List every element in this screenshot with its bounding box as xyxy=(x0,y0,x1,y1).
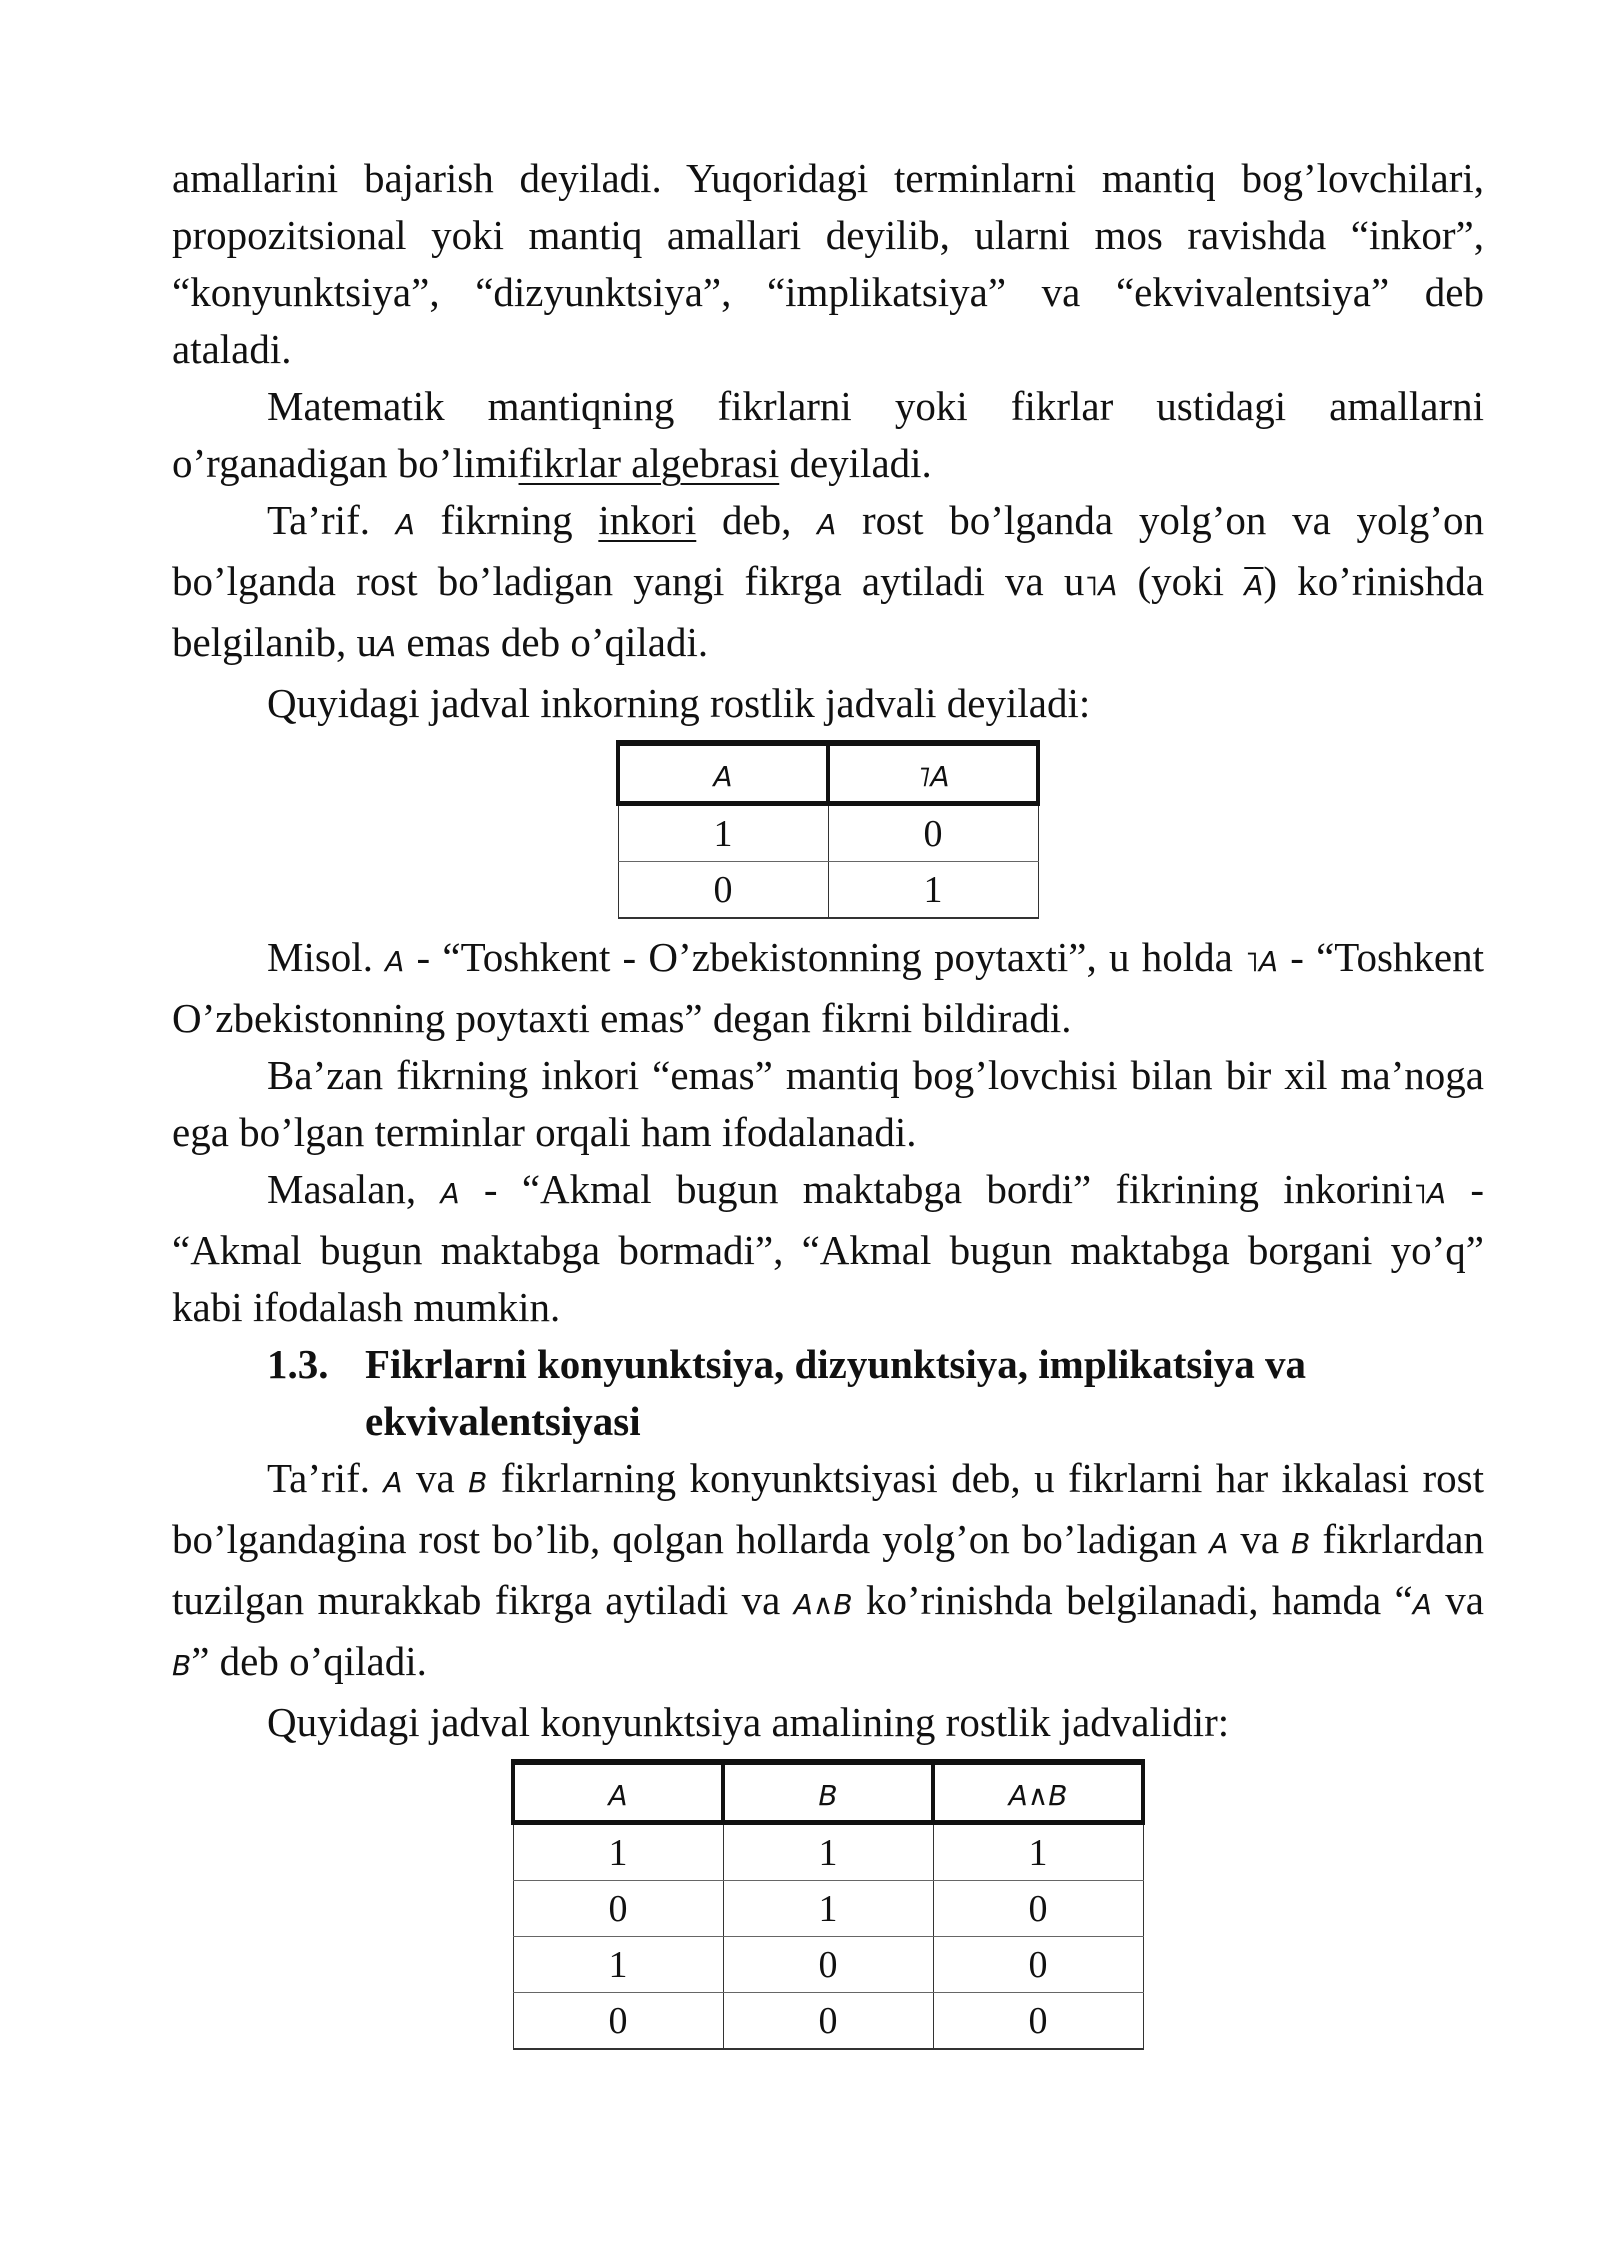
header-not-a: ˥A xyxy=(916,759,950,793)
paragraph-4: Quyidagi jadval inkorning rostlik jadvali deyiladi: xyxy=(267,680,1091,726)
p7-text: - “Akmal bugun maktabga bormadi”, “Akmal bugun maktabga borgani yo’q” kabi ifodalash mumkin. xyxy=(172,1166,1484,1330)
table-cell: 1 xyxy=(723,1823,933,1881)
table-cell: 0 xyxy=(618,862,828,919)
var-a: A xyxy=(376,630,397,663)
table-cell: 1 xyxy=(513,1937,723,1993)
table-cell: 1 xyxy=(723,1881,933,1937)
definition-label: Ta’rif. xyxy=(267,1455,384,1501)
var-a: A xyxy=(385,945,405,978)
p3-text: emas deb o’qiladi. xyxy=(396,619,709,665)
paragraph-8-definition xyxy=(172,1450,1484,1694)
table-cell: 0 xyxy=(933,1937,1143,1993)
p7-text: - “Akmal bugun maktabga bordi” fikrining inkorini xyxy=(459,1166,1414,1212)
header-a-and-b: A∧B xyxy=(1008,1778,1068,1812)
table-row xyxy=(513,1993,1143,2050)
table-row xyxy=(513,1881,1143,1937)
paragraph-5-example xyxy=(172,929,1484,1047)
paragraph-3-definition xyxy=(172,492,1484,675)
table-cell: 1 xyxy=(933,1823,1143,1881)
var-a: A xyxy=(1209,1527,1229,1560)
table-header-cell xyxy=(513,1762,723,1823)
paragraph-6: Ba’zan fikrning inkori “emas” mantiq bog’lovchisi bilan bir xil ma’noga ega bo’lgan terminlar orqali ham ifodalanadi. xyxy=(172,1052,1484,1155)
table-cell: 1 xyxy=(618,804,828,862)
negation-symbol: ˥ xyxy=(1245,945,1259,978)
p3-text: fikrning xyxy=(414,497,599,543)
table-header-cell xyxy=(723,1762,933,1823)
table-cell: 0 xyxy=(933,1881,1143,1937)
table-cell: 1 xyxy=(828,862,1038,919)
table-row xyxy=(618,862,1038,919)
p3-text: (yoki xyxy=(1117,558,1245,604)
table-header-row xyxy=(513,1762,1143,1823)
var-b: B xyxy=(1291,1527,1311,1560)
section-heading xyxy=(172,1336,1484,1450)
negation-symbol: ˥ xyxy=(1413,1177,1427,1210)
var-a-overline: $\overline{A}$ xyxy=(1244,569,1264,602)
negation-symbol: ˥ xyxy=(1084,569,1099,602)
paragraph-2 xyxy=(172,378,1484,492)
var-a: A xyxy=(395,508,415,541)
var-a: A xyxy=(817,508,837,541)
p8-text: fikrlardan tuzilgan murakkab fikrga aytiladi va xyxy=(172,1516,1485,1623)
example-label: Misol. xyxy=(267,934,386,980)
header-a: A xyxy=(713,759,733,793)
paragraph-7 xyxy=(172,1161,1484,1336)
p8-text: fikrlarning konyunktsiyasi deb, u fikrlarni har ikkalasi rost bo’lgandagina rost bo’lib, qolgan hollarda yolg’on bo’ladigan xyxy=(172,1455,1484,1562)
var-a: A xyxy=(1098,569,1118,602)
p3-text: ) ko’rinishda belgilanib, u xyxy=(172,558,1484,665)
p5-text: - “Toshkent - O’zbekistonning poytaxti”, u holda xyxy=(404,934,1246,980)
header-b: B xyxy=(818,1778,838,1812)
p8-text: va xyxy=(1431,1577,1485,1623)
p2-text-end: deyiladi. xyxy=(779,440,932,486)
term-inkori: inkori xyxy=(598,497,697,543)
p7-text: Masalan, xyxy=(267,1166,441,1212)
p2-text: Matematik mantiqning fikrlarni yoki fikrlar ustidagi amallarni o’rganadigan bo’limi xyxy=(172,383,1484,486)
var-a: A xyxy=(1412,1588,1432,1621)
p3-text: rost bo’lganda yolg’on va yolg’on bo’lganda rost bo’ladigan yangi fikrga aytiladi va u xyxy=(172,497,1485,604)
p8-text: va xyxy=(402,1455,469,1501)
table-header-cell xyxy=(618,743,828,804)
var-b: B xyxy=(468,1466,488,1499)
p3-text: deb, xyxy=(696,497,818,543)
p5-text: - “Toshkent O’zbekistonning poytaxti emas” degan fikrni bildiradi. xyxy=(172,934,1484,1041)
table-header-cell xyxy=(828,743,1038,804)
term-fikrlar-algebrasi: fikrlar algebrasi xyxy=(518,440,780,486)
var-a: A xyxy=(383,1466,403,1499)
negation-truth-table xyxy=(616,740,1040,919)
conjunction-expression: A∧B xyxy=(793,1588,853,1621)
section-number: 1.3. xyxy=(267,1341,329,1387)
p8-text: ” deb o’qiladi. xyxy=(191,1638,427,1684)
document-page xyxy=(172,150,1484,2060)
table-cell: 0 xyxy=(723,1937,933,1993)
conjunction-truth-table xyxy=(511,1759,1145,2050)
table-cell: 0 xyxy=(723,1993,933,2050)
p8-text: ko’rinishda belgilanadi, hamda “ xyxy=(852,1577,1413,1623)
table-header-row xyxy=(618,743,1038,804)
header-a: A xyxy=(608,1778,628,1812)
table-row xyxy=(513,1823,1143,1881)
table-row xyxy=(618,804,1038,862)
var-a: A xyxy=(1258,945,1278,978)
table-row xyxy=(513,1937,1143,1993)
table-cell: 1 xyxy=(513,1823,723,1881)
paragraph-9: Quyidagi jadval konyunktsiya amalining rostlik jadvalidir: xyxy=(267,1699,1230,1745)
var-a: A xyxy=(440,1177,460,1210)
var-b: B xyxy=(172,1649,192,1682)
paragraph-1: amallarini bajarish deyiladi. Yuqoridagi terminlarni mantiq bog’lovchilari, propozitsional yoki mantiq amallari deyilib, ularni mos ravishda “inkor”, “konyunktsiya”, “dizyunktsiya”, “implikatsiya” va “ekvivalentsiya” deb ataladi. xyxy=(172,155,1484,372)
table-cell: 0 xyxy=(513,1881,723,1937)
table-cell: 0 xyxy=(933,1993,1143,2050)
definition-label: Ta’rif. xyxy=(267,497,396,543)
table-cell: 0 xyxy=(513,1993,723,2050)
section-title: Fikrlarni konyunktsiya, dizyunktsiya, implikatsiya va ekvivalentsiyasi xyxy=(365,1341,1306,1444)
p8-text: va xyxy=(1228,1516,1292,1562)
var-a: A xyxy=(1426,1177,1447,1210)
table-header-cell xyxy=(933,1762,1143,1823)
table-cell: 0 xyxy=(828,804,1038,862)
